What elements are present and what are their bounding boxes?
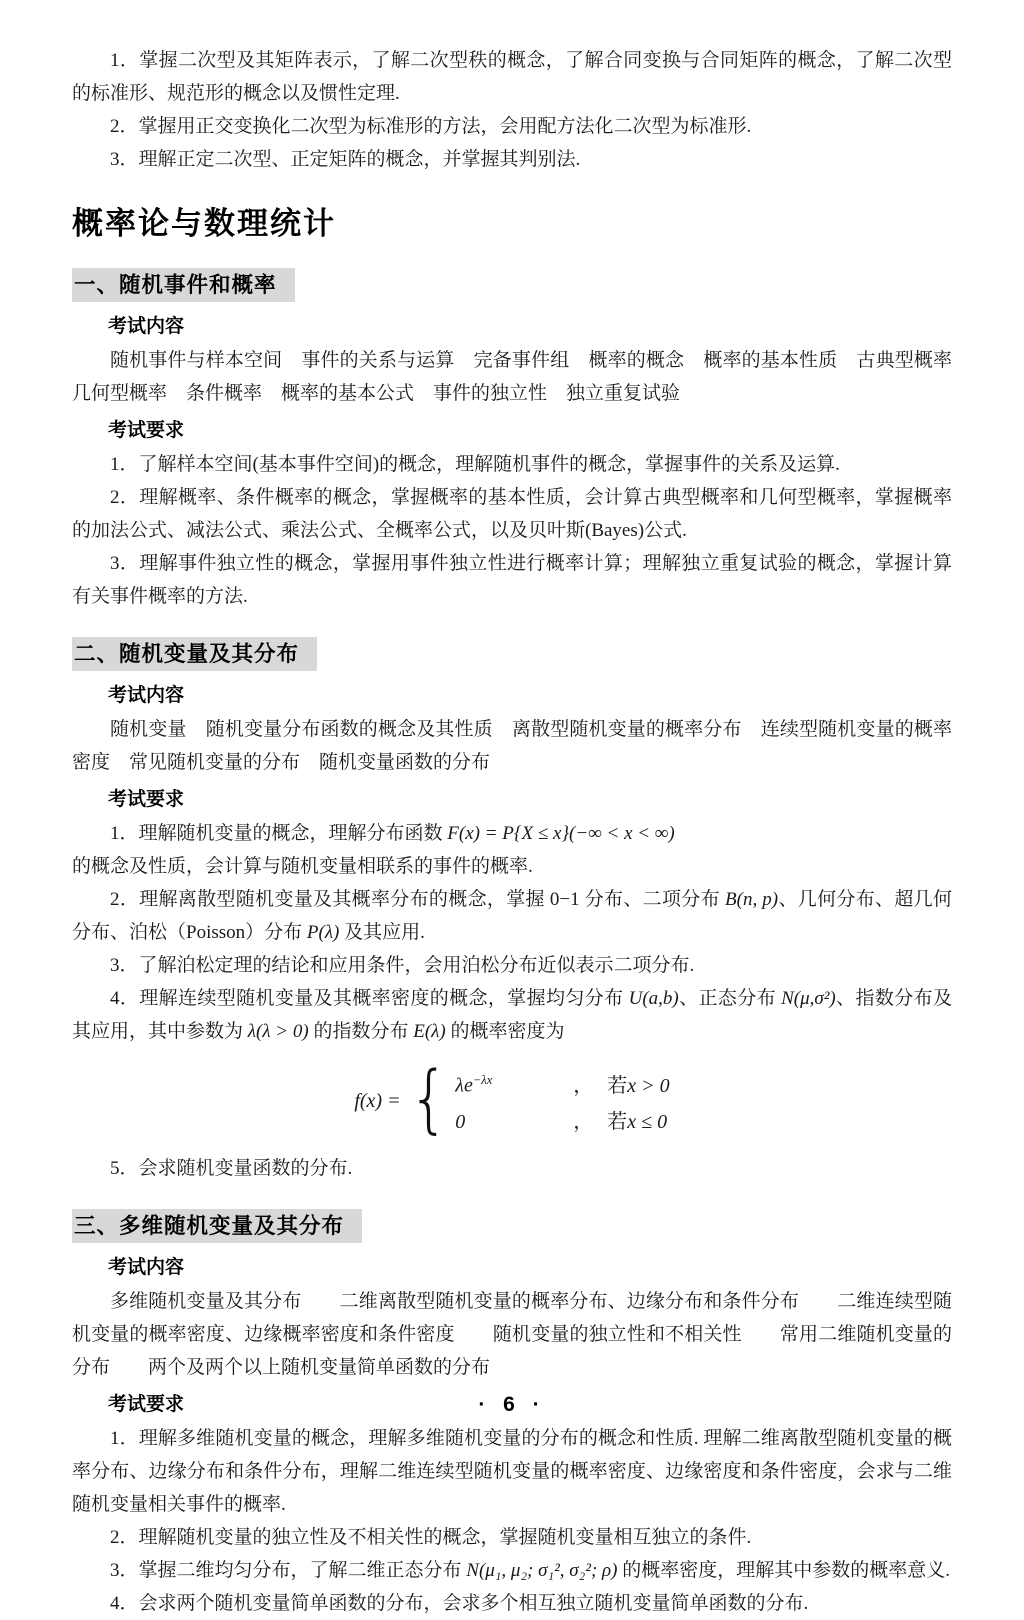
requirement-text: 、正态分布 (678, 988, 782, 1009)
uniform-notation: U(a,b) (628, 988, 679, 1009)
formula-cases (455, 1064, 669, 1138)
section-3-requirements-heading: 考试要求 (108, 1394, 185, 1415)
case-2-condition: x ≤ 0 (627, 1110, 668, 1133)
section-2-heading: 二、随机变量及其分布 (72, 637, 317, 671)
section-3-requirement-1: 1．理解多维随机变量的概念，理解多维随机变量的分布的概念和性质. 理解二维离散型随机变量的概率分布、边缘分布和条件分布，理解二维连续型随机变量的概率密度、边缘密度和条件密度，会求与二维随机变量相关事件的概率. (72, 1428, 952, 1515)
case-1-comma: ， (573, 1074, 594, 1097)
case-1-exponent: −λx (472, 1073, 493, 1088)
curly-brace: { (408, 1057, 450, 1143)
section-3-requirement-3 (72, 1554, 952, 1587)
section-3-content-heading: 考试内容 (108, 1257, 185, 1278)
requirement-text: 2．理解离散型随机变量及其概率分布的概念，掌握 0−1 分布、二项分布 (110, 889, 726, 910)
section-3-heading: 三、多维随机变量及其分布 (72, 1209, 362, 1243)
requirement-text: 的指数分布 (308, 1021, 414, 1042)
section-3-requirement-4: 4．会求两个随机变量简单函数的分布，会求多个相互独立随机变量简单函数的分布. (110, 1593, 809, 1614)
section-1-requirement-2: 2．理解概率、条件概率的概念，掌握概率的基本性质，会计算古典型概率和几何型概率，掌握概率的加法公式、减法公式、乘法公式、全概率公式，以及贝叶斯(Bayes)公式. (72, 487, 952, 541)
requirement-text: 、指数分布及其应用，其中参数为 (72, 988, 952, 1042)
distribution-function-formula: F(x) = P{X ≤ x}(−∞ < x < ∞) (447, 823, 675, 844)
chapter-title: 概率论与数理统计 (72, 206, 336, 241)
section-1-requirements-heading: 考试要求 (108, 420, 185, 441)
intro-item-3: 3．理解正定二次型、正定矩阵的概念，并掌握其判别法. (110, 149, 581, 170)
requirement-text: 及其应用. (339, 922, 425, 943)
intro-item-2: 2．掌握用正交变换化二次型为标准形的方法，会用配方法化二次型为标准形. (110, 116, 752, 137)
page-number: · 6 · (478, 1393, 546, 1416)
binomial-notation: B(n, p) (725, 889, 779, 910)
case-1-expression (455, 1064, 573, 1102)
section-2-content-text: 随机变量 随机变量分布函数的概念及其性质 离散型随机变量的概率分布 连续型随机变量的概率密度 常见随机变量的分布 随机变量函数的分布 (72, 719, 952, 773)
requirement-text: 4．理解连续型随机变量及其概率密度的概念，掌握均匀分布 (110, 988, 629, 1009)
section-1-heading: 一、随机事件和概率 (72, 268, 295, 302)
case-2-expression: 0 (455, 1110, 466, 1133)
requirement-text: 3．掌握二维均匀分布，了解二维正态分布 (110, 1560, 467, 1581)
case-2-if-label: 若 (607, 1110, 628, 1133)
case-2-comma: ， (573, 1110, 594, 1133)
requirement-text: 、几何分布、超几何分布、泊松（Poisson）分布 (72, 889, 953, 943)
section-2-requirement-4 (72, 982, 952, 1048)
case-1-condition: x > 0 (627, 1074, 670, 1097)
bivariate-normal-notation: N(μ₁, μ₂; σ₁², σ₂²; ρ) (466, 1560, 618, 1581)
section-1-requirement-3: 3．理解事件独立性的概念，掌握用事件独立性进行概率计算；理解独立重复试验的概念，掌握计算有关事件概率的方法. (72, 553, 952, 607)
poisson-notation: P(λ) (306, 922, 340, 943)
case-1-if-label: 若 (607, 1074, 628, 1097)
normal-notation: N(μ,σ²) (781, 988, 836, 1009)
section-1-requirement-1: 1．了解样本空间(基本事件空间)的概念，理解随机事件的概念，掌握事件的关系及运算. (110, 454, 840, 475)
section-2-requirement-2 (72, 883, 952, 949)
section-2-requirements-heading: 考试要求 (108, 789, 185, 810)
case-1-base: λe (455, 1074, 473, 1097)
requirement-text: 的概率密度为 (445, 1021, 565, 1042)
exponential-density-formula (72, 1057, 952, 1143)
section-2-content-heading: 考试内容 (108, 685, 185, 706)
section-3-requirement-2: 2．理解随机变量的独立性及不相关性的概念，掌握随机变量相互独立的条件. (110, 1527, 752, 1548)
section-3-content-text: 多维随机变量及其分布 二维离散型随机变量的概率分布、边缘分布和条件分布 二维连续型随机变量的概率密度、边缘概率密度和条件密度 随机变量的独立性和不相关性 常用二维随机变量的分布 两个及两个以上随机变量简单函数的分布 (72, 1291, 952, 1378)
intro-item-1: 1．掌握二次型及其矩阵表示，了解二次型秩的概念，了解合同变换与合同矩阵的概念，了解二次型的标准形、规范形的概念以及惯性定理. (72, 50, 952, 104)
formula-case-1 (455, 1064, 669, 1102)
section-2-requirement-1-continuation: 的概念及性质，会计算与随机变量相联系的事件的概率. (72, 856, 533, 877)
requirement-text: 的概率密度，理解其中参数的概率意义. (617, 1560, 951, 1581)
section-1-content-heading: 考试内容 (108, 316, 185, 337)
exponential-notation: E(λ) (413, 1021, 446, 1042)
section-2-requirement-5: 5．会求随机变量函数的分布. (110, 1158, 353, 1179)
formula-lhs: f(x) = (354, 1089, 401, 1112)
requirement-text: 1．理解随机变量的概念，理解分布函数 (110, 823, 448, 844)
section-1-content-text: 随机事件与样本空间 事件的关系与运算 完备事件组 概率的概念 概率的基本性质 古典型概率 几何型概率 条件概率 概率的基本公式 事件的独立性 独立重复试验 (72, 350, 972, 404)
section-2-requirement-3: 3．了解泊松定理的结论和应用条件，会用泊松分布近似表示二项分布. (110, 955, 695, 976)
lambda-condition: λ(λ > 0) (247, 1021, 309, 1042)
section-1 (72, 244, 972, 613)
section-2 (72, 613, 952, 1185)
formula-case-2 (455, 1106, 669, 1138)
section-2-requirement-1 (72, 817, 952, 850)
